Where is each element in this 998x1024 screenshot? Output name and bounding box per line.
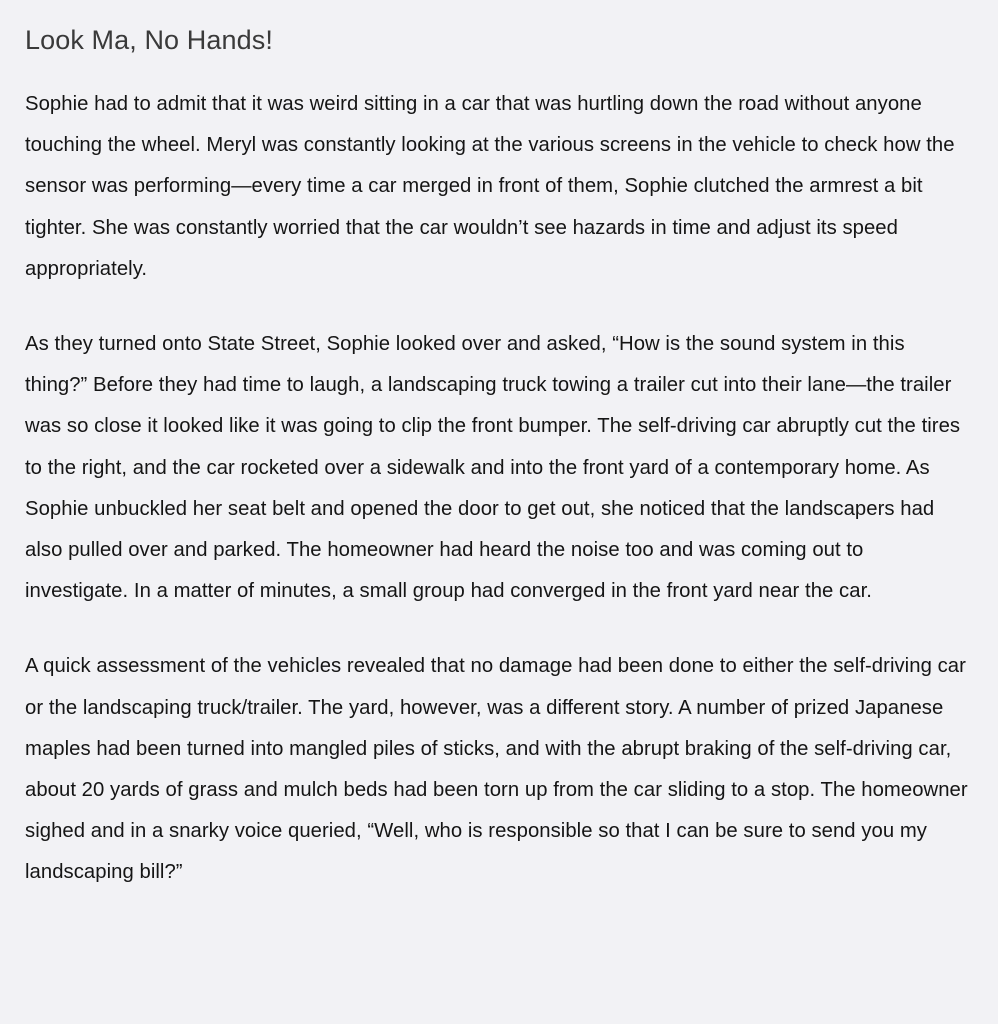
article-title: Look Ma, No Hands! — [25, 25, 273, 55]
paragraph-1: Sophie had to admit that it was weird sitting in a car that was hurtling down the road without anyone touching the wheel. Meryl was constantly looking at the various screens in the vehicle to check how the sensor was performing—every time a car merged in front of them, Sophie clutched the armrest a bit tighter. She was constantly worried that the car wouldn’t see hazards in time and adjust its speed appropriately. — [25, 93, 955, 280]
paragraph-2: As they turned onto State Street, Sophie looked over and asked, “How is the sound system in this thing?” Before they had time to laugh, a landscaping truck towing a trailer cut into their lane—the trailer was so close it looked like it was going to clip the front bumper. The self-driving car abruptly cut the tires to the right, and the car rocketed over a sidewalk and into the front yard of a contemporary home. As Sophie unbuckled her seat belt and opened the door to get out, she noticed that the landscapers had also pulled over and parked. The homeowner had heard the noise too and was coming out to investigate. In a matter of minutes, a small group had converged in the front yard near the car. — [25, 333, 961, 603]
paragraph-3: A quick assessment of the vehicles revealed that no damage had been done to either the self-driving car or the landscaping truck/trailer. The yard, however, was a different story. A number of prized Japanese maples had been turned into mangled piles of sticks, and with the abrupt braking of the self-driving car, about 20 yards of grass and mulch beds had been torn up from the car sliding to a stop. The homeowner sighed and in a snarky voice queried, “Well, who is responsible so that I can be sure to send you my landscaping bill?” — [25, 655, 968, 884]
